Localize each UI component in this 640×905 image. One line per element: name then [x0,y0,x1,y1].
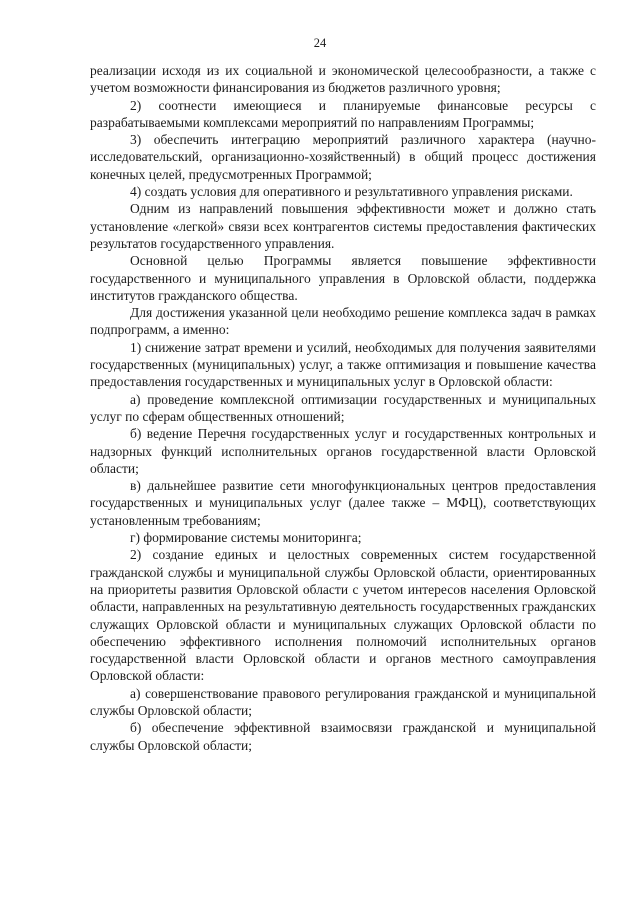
paragraph-15: б) обеспечение эффективной взаимосвязи гражданской и муниципальной службы Орловской области; [90,720,596,753]
page-number: 24 [313,36,327,50]
paragraph-11: в) дальнейшее развитие сети многофункциональных центров предоставления государственных и муниципальных услуг (далее также – МФЦ), соответствующих установленным требованиям; [90,478,596,528]
paragraph-2: 2) соотнести имеющиеся и планируемые финансовые ресурсы с разрабатываемыми комплексами мероприятий по направлениям Программы; [90,97,596,130]
paragraph-3: 3) обеспечить интеграцию мероприятий различного характера (научно-исследовательский, организационно-хозяйственный) в общий процесс достижения конечных целей, предусмотренных Программой; [90,132,596,182]
paragraph-13: 2) создание единых и целостных современных систем государственной гражданской службы и муниципальной службы Орловской области, ориентированных на приоритеты развития Орловской области с учетом интересов населения Орловской области, направленных на результативную деятельность государственных гражданских служащих Орловской области и муниципальных служащих Орловской области по обеспечению эффективного исполнения полномочий исполнительных органов государственной власти Орловской области и органов местного самоуправления Орловской области: [90,547,596,684]
paragraph-4: 4) создать условия для оперативного и результативного управления рисками. [130,184,573,200]
paragraph-10: б) ведение Перечня государственных услуг и государственных контрольных и надзорных функций исполнительных органов государственной власти Орловской области; [90,426,596,476]
paragraph-7: Для достижения указанной цели необходимо решение комплекса задач в рамках подпрограмм, а именно: [90,305,596,338]
paragraph-5: Одним из направлений повышения эффективности может и должно стать установление «легкой» связи всех контрагентов системы предоставления фактических результатов государственного управления. [90,201,596,251]
paragraph-14: а) совершенствование правового регулирования гражданской и муниципальной службы Орловской области; [90,685,596,718]
paragraph-6: Основной целью Программы является повышение эффективности государственного и муниципального управления в Орловской области, поддержка институтов гражданского общества. [90,253,596,303]
paragraph-12: г) формирование системы мониторинга; [130,530,362,546]
paragraph-1: реализации исходя из их социальной и экономической целесообразности, а также с учетом возможности финансирования из бюджетов различного уровня; [90,63,596,96]
paragraph-8: 1) снижение затрат времени и усилий, необходимых для получения заявителями государственных (муниципальных) услуг, а также оптимизация и повышение качества предоставления государственных и муниципальных услуг в Орловской области: [90,339,596,390]
document-body [90,62,596,754]
paragraph-9: а) проведение комплексной оптимизации государственных и муниципальных услуг по сферам общественных отношений; [90,391,596,424]
